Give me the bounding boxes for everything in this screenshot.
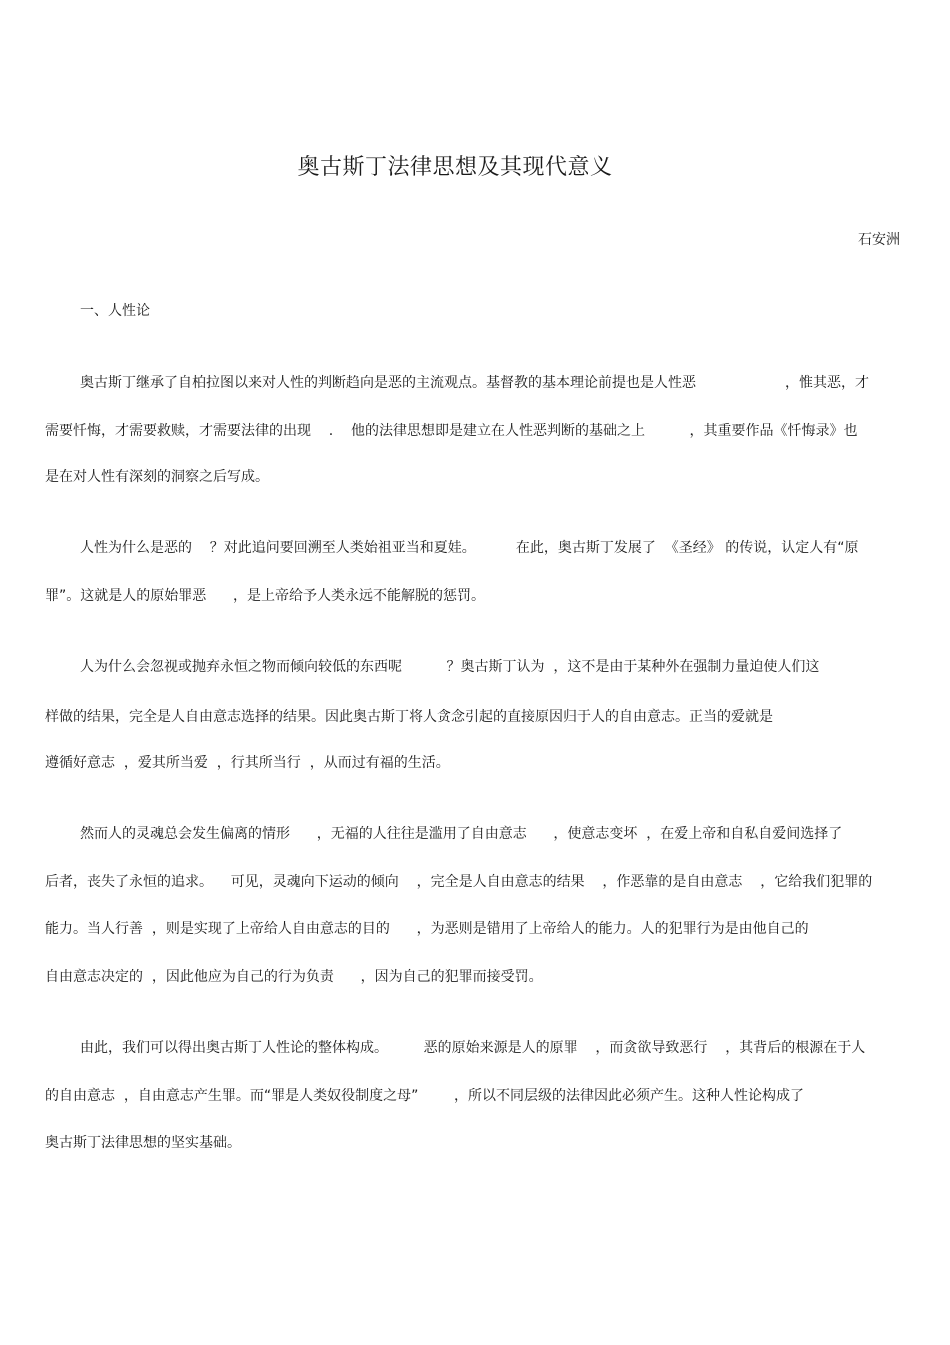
document-title: 奥古斯丁法律思想及其现代意义 (297, 155, 613, 180)
paragraph-1-line-3: 是在对人性有深刻的洞察之后写成。 (45, 469, 269, 485)
paragraph-4-line-4: 自由意志决定的 ，因此他应为自己的行为负责 ，因为自己的犯罪而接受罚。 (45, 969, 543, 985)
paragraph-3-line-2: 样做的结果，完全是人自由意志选择的结果。因此奥古斯丁将人贪念引起的直接原因归于人的自由意志。正当的爱就是 (45, 709, 773, 725)
paragraph-1-line-2: 需要忏悔，才需要救赎，才需要法律的出现 . 他的法律思想即是建立在人性恶判断的基础之上 ，其重要作品《忏悔录》也 (45, 423, 858, 439)
paragraph-5-line-2: 的自由意志 ，自由意志产生罪。而“罪是人类奴役制度之母” ，所以不同层级的法律因此必须产生。这种人性论构成了 (45, 1088, 805, 1104)
paragraph-4-line-2: 后者，丧失了永恒的追求。 可见，灵魂向下运动的倾向 ，完全是人自由意志的结果 ，作恶靠的是自由意志 ，它给我们犯罪的 (45, 874, 873, 890)
paragraph-3-line-1: 人为什么会忽视或抛弃永恒之物而倾向较低的东西呢 ？奥古斯丁认为 ，这不是由于某种外在强制力量迫使人们这 (80, 659, 820, 675)
paragraph-1-line-1: 奥古斯丁继承了自柏拉图以来对人性的判断趋向是恶的主流观点。基督教的基本理论前提也是人性恶 ，惟其恶，才 (80, 375, 870, 391)
paragraph-4-line-3: 能力。当人行善 ，则是实现了上帝给人自由意志的目的 ，为恶则是错用了上帝给人的能力。人的犯罪行为是由他自己的 (45, 921, 809, 937)
paragraph-2-line-1: 人性为什么是恶的 ？对此追问要回溯至人类始祖亚当和夏娃。 在此，奥古斯丁发展了 《圣经》 的传说，认定人有“原 (80, 540, 859, 556)
paragraph-2-line-2: 罪”。这就是人的原始罪恶 ，是上帝给予人类永远不能解脱的惩罚。 (45, 588, 485, 604)
author-name: 石安洲 (858, 232, 900, 248)
paragraph-5-line-1: 由此，我们可以得出奥古斯丁人性论的整体构成。 恶的原始来源是人的原罪 ，而贪欲导致恶行 ，其背后的根源在于人 (80, 1040, 866, 1056)
section-heading: 一、人性论 (80, 303, 150, 319)
paragraph-5-line-3: 奥古斯丁法律思想的坚实基础。 (45, 1135, 241, 1151)
paragraph-3-line-3: 遵循好意志 ，爱其所当爱 ，行其所当行 ，从而过有福的生活。 (45, 755, 450, 771)
paragraph-4-line-1: 然而人的灵魂总会发生偏离的情形 ，无福的人往往是滥用了自由意志 ，使意志变坏 ，在爱上帝和自私自爱间选择了 (80, 826, 843, 842)
